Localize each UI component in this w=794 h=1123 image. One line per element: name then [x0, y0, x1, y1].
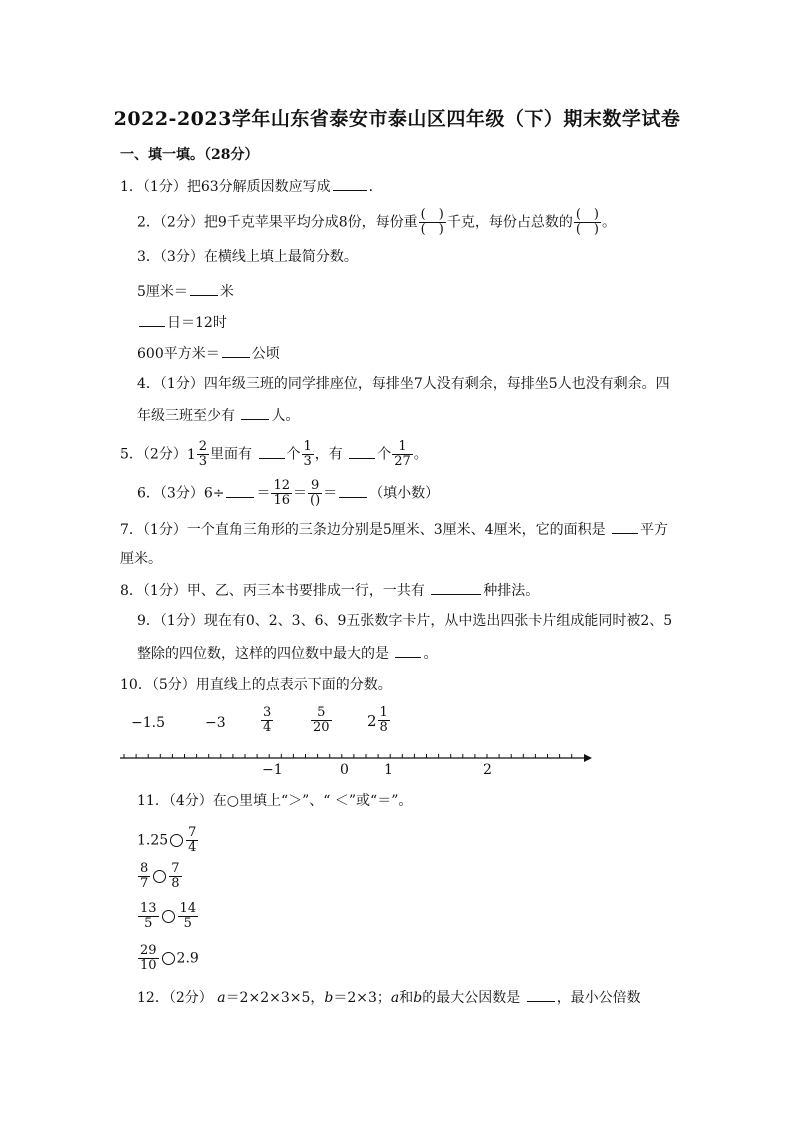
q11-score: （4分）: [168, 793, 213, 809]
q8-text: 甲、乙、丙三本书要排成一行，一共有: [186, 583, 425, 599]
compare-circle-3[interactable]: [162, 910, 175, 923]
section-heading: 一、填一填。（28分）: [120, 147, 259, 163]
q7-text1b: 平方: [640, 522, 669, 538]
q10-text: 用直线上的点表示下面的分数。: [195, 677, 392, 693]
q11-number: 11．: [137, 793, 169, 809]
q7-score: （1分）: [142, 522, 187, 538]
q2-number: 2．: [137, 214, 160, 231]
q6-fraction-2[interactable]: $\frac{9}{()}$: [310, 478, 321, 508]
tick-label-2: 2: [483, 762, 492, 778]
var-b: b: [324, 990, 334, 1006]
q5-mixed-number: 1 $\frac{2}{3}$: [186, 439, 208, 469]
compare-circle-2[interactable]: [153, 870, 166, 883]
q7-number: 7．: [120, 522, 143, 538]
q9-score: （1分）: [159, 613, 204, 629]
q3-l1-text: 5厘米＝: [137, 284, 188, 300]
q12-t2: ＝2×3；: [333, 990, 391, 1006]
number-line-arrow-icon: [584, 754, 592, 762]
q7-line-2: 厘米。: [120, 551, 162, 567]
q10-value-5: 2 $\frac{1}{8}$: [367, 705, 388, 735]
q4-end: 人。: [271, 408, 300, 424]
q8-end: 种排法。: [483, 583, 540, 599]
question-11: [137, 791, 412, 811]
question-8: [120, 580, 539, 601]
question-4: [137, 374, 670, 394]
q5-t4: 个: [377, 446, 392, 463]
q12-answer-blank[interactable]: [527, 987, 555, 1002]
q6-end: （填小数）: [369, 485, 440, 502]
q2-end: 。: [601, 214, 616, 231]
q3-l2-text: 日＝12时: [167, 315, 227, 331]
q3-line-2: [137, 312, 227, 333]
q3-score: （3分）: [159, 249, 204, 265]
q9-line-2: [137, 643, 437, 664]
q5-t1: 里面有: [210, 446, 253, 463]
q3-blank-1[interactable]: [190, 281, 218, 296]
q3-line-1: [137, 281, 234, 302]
q12-number: 12．: [137, 990, 169, 1006]
q9-end: 。: [423, 646, 438, 662]
compare-circle-1[interactable]: [170, 834, 183, 847]
q12-t3: 和: [399, 990, 414, 1006]
var-b-2: b: [413, 990, 423, 1006]
q8-number: 8．: [120, 583, 143, 599]
q12-t4: 的最大公因数是: [422, 990, 521, 1006]
q7-text1: 一个直角三角形的三条边分别是5厘米、3厘米、4厘米，它的面积是: [186, 522, 606, 538]
q2-score: （2分）: [159, 214, 204, 231]
q11-text: 在○里填上“＞”、“ ＜”或“＝”。: [212, 793, 413, 809]
q6-number: 6．: [137, 485, 160, 502]
q6-eq-1: ＝: [256, 485, 271, 502]
var-a-2: a: [390, 990, 400, 1006]
q9-text1: 现在有0、2、3、6、9五张数字卡片，从中选出四张卡片组成能同时被2、5: [203, 613, 673, 629]
q11-row-3: $\frac{13}{5}$ $\frac{14}{5}$: [140, 901, 197, 931]
q4-number: 4．: [137, 376, 160, 392]
q10-number: 10．: [120, 677, 152, 693]
q11-row-1: 1.25 $\frac{7}{4}$: [137, 825, 197, 855]
q2-text2: 千克，每份占总数的: [446, 214, 573, 231]
q5-t2: 个: [286, 446, 301, 463]
q3-l3-text: 600平方米＝: [137, 346, 220, 362]
q9-text2: 整除的四位数，这样的四位数中最大的是: [137, 646, 389, 662]
question-12: [137, 987, 641, 1008]
q4-text2: 年级三班至少有: [137, 408, 235, 424]
q3-blank-2[interactable]: [139, 312, 165, 327]
tick-label-neg1: −1: [262, 762, 283, 778]
q10-value-3: $\frac{3}{4}$: [263, 705, 272, 735]
q11-row-2: $\frac{8}{7}$ $\frac{7}{8}$: [140, 861, 180, 891]
q3-l3-unit: 公顷: [251, 346, 280, 362]
q4-score: （1分）: [159, 376, 204, 392]
q7-answer-blank[interactable]: [612, 519, 638, 534]
q4-line-2: [137, 405, 299, 426]
q6-fraction-1: $\frac{12}{16}$: [273, 478, 291, 508]
q4-text1: 四年级三班的同学排座位，每排坐7人没有剩余，每排坐5人也没有剩余。四: [203, 376, 670, 392]
q2-fraction-blank-2[interactable]: $\frac{( )}{( )}$: [575, 207, 599, 237]
var-a: a: [217, 990, 226, 1006]
q6-eq-2: ＝: [293, 485, 308, 502]
q10-value-2: −3: [205, 715, 226, 731]
q12-score: （2分）: [168, 990, 213, 1006]
page-title: 2022-2023学年山东省泰安市泰山区四年级（下）期末数学试卷: [113, 108, 681, 130]
q6-blank-1[interactable]: [226, 483, 254, 498]
q5-number: 5．: [120, 446, 143, 463]
q9-number: 9．: [137, 613, 160, 629]
q9-answer-blank[interactable]: [395, 643, 421, 658]
q11-row-4: $\frac{29}{10}$ 2.9: [140, 943, 199, 973]
q1-text: 把63分解质因数应写成: [186, 179, 331, 195]
q3-text: 在横线上填上最简分数。: [203, 249, 358, 265]
q1-end: ．: [368, 179, 383, 195]
q5-blank-1[interactable]: [259, 444, 285, 459]
q5-end: 。: [413, 446, 428, 463]
q6-t1: 6÷: [203, 485, 225, 502]
q3-line-3: [137, 343, 280, 364]
q5-t3: ，有: [314, 446, 343, 463]
q6-score: （3分）: [159, 485, 204, 502]
q5-fraction-3: $\frac{1}{27}$: [394, 439, 411, 469]
question-5: [120, 440, 428, 469]
q5-blank-2[interactable]: [349, 444, 375, 459]
q1-score: （1分）: [142, 179, 187, 195]
q3-number: 3．: [137, 249, 160, 265]
question-3: [137, 247, 358, 267]
question-1: [120, 176, 383, 197]
q12-t1: ＝2×2×3×5，: [225, 990, 325, 1006]
q1-number: 1．: [120, 179, 143, 195]
question-10: [120, 675, 392, 695]
compare-circle-4[interactable]: [162, 952, 175, 965]
q10-value-4: $\frac{5}{20}$: [313, 705, 330, 735]
q6-eq-3: ＝: [323, 485, 338, 502]
q8-answer-blank[interactable]: [431, 580, 481, 595]
q10-score: （5分）: [151, 677, 196, 693]
tick-label-0: 0: [340, 762, 349, 778]
q2-fraction-blank-1[interactable]: $\frac{( )}{( )}$: [420, 207, 444, 237]
question-6: [137, 479, 439, 508]
q6-blank-2[interactable]: [339, 483, 367, 498]
q3-blank-3[interactable]: [222, 343, 250, 358]
question-9: [137, 611, 672, 631]
question-7: [120, 519, 668, 540]
tick-label-1: 1: [384, 762, 393, 778]
q12-t5: ，最小公倍数: [556, 990, 641, 1006]
q4-answer-blank[interactable]: [241, 405, 269, 420]
q10-value-1: −1.5: [131, 715, 165, 731]
q3-l1-unit: 米: [219, 284, 234, 300]
q1-answer-blank[interactable]: [333, 176, 367, 191]
question-2: [137, 208, 616, 237]
q5-fraction-2: $\frac{1}{3}$: [303, 439, 312, 469]
q5-score: （2分）: [142, 446, 187, 463]
number-line[interactable]: [118, 748, 593, 778]
q2-text1: 把9千克苹果平均分成8份，每份重: [203, 214, 418, 231]
q8-score: （1分）: [142, 583, 187, 599]
